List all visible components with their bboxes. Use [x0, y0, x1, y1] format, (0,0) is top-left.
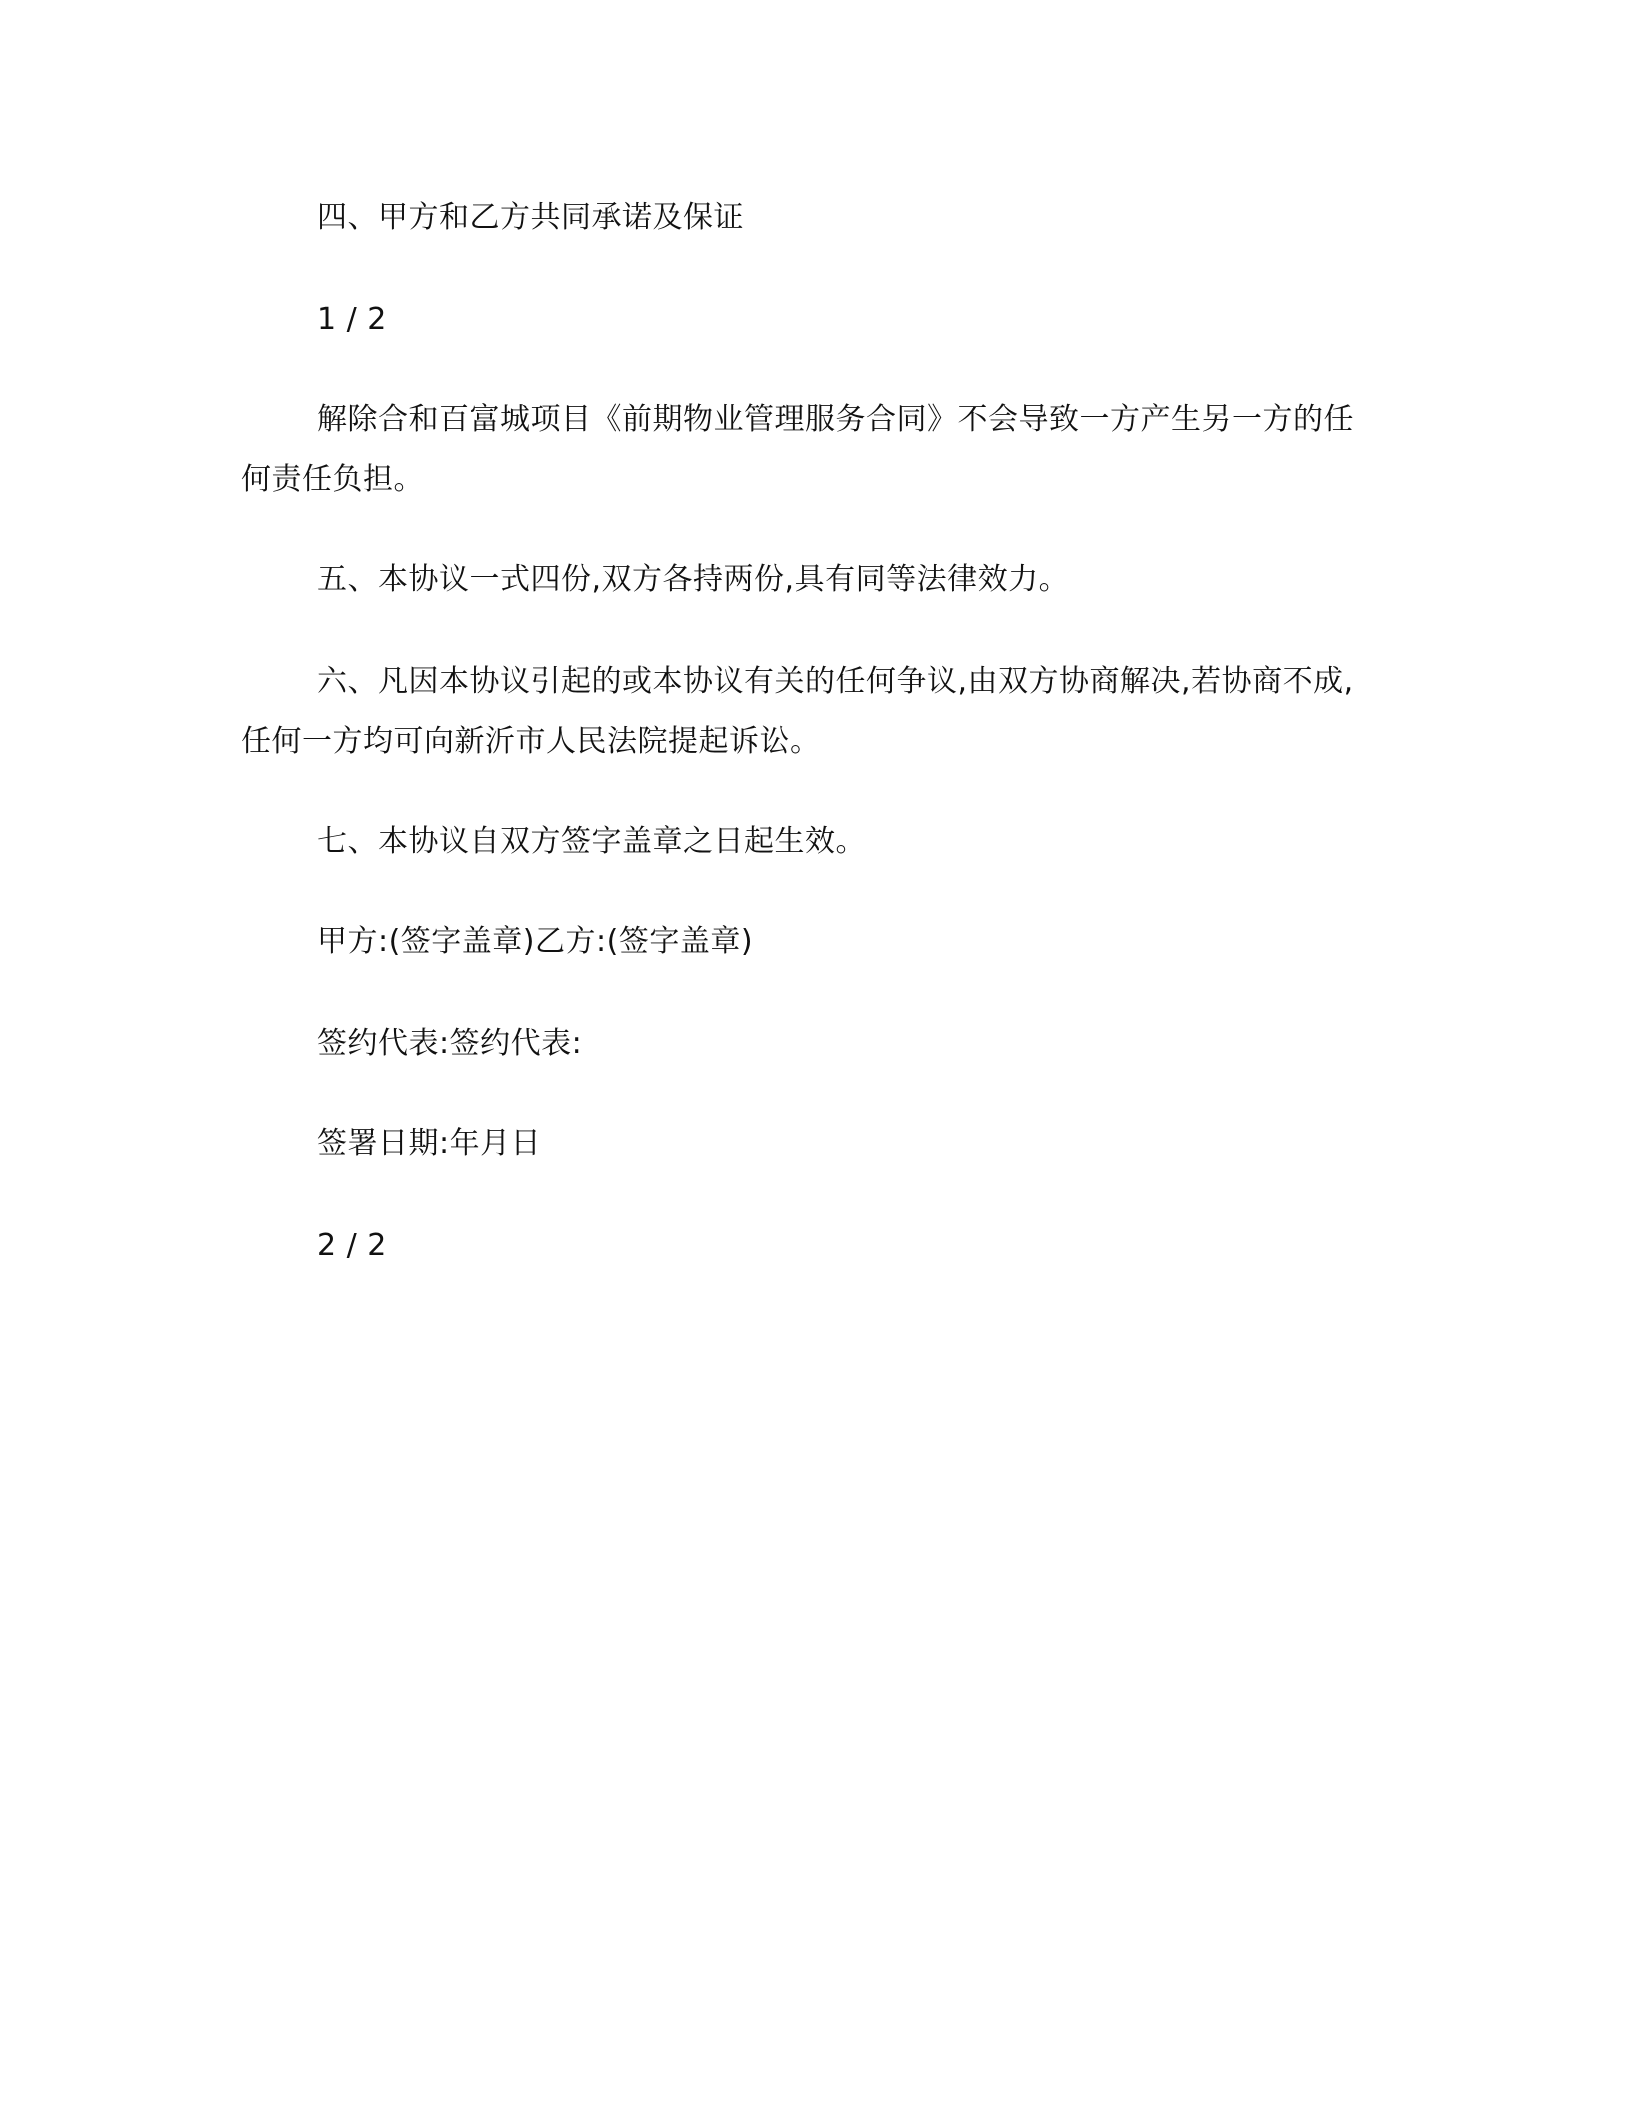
signing-date: 签署日期:年月日: [317, 1126, 542, 1161]
clause-five: 五、本协议一式四份,双方各持两份,具有同等法律效力。: [317, 562, 1070, 597]
page-number: 2 / 2: [317, 1228, 387, 1263]
signing-representatives: 签约代表:签约代表:: [317, 1026, 583, 1061]
signature-parties: 甲方:(签字盖章)乙方:(签字盖章): [317, 924, 754, 959]
clause-six: 六、凡因本协议引起的或本协议有关的任何争议,由双方协商解决,若协商不成,任何一方均可向新沂市人民法院提起诉讼。: [241, 664, 1354, 759]
page-number: 1 / 2: [317, 302, 387, 337]
clause-four-body: 解除合和百富城项目《前期物业管理服务合同》不会导致一方产生另一方的任何责任负担。: [241, 402, 1354, 497]
clause-seven: 七、本协议自双方签字盖章之日起生效。: [317, 824, 866, 859]
clause-four-heading: 四、甲方和乙方共同承诺及保证: [317, 200, 744, 235]
